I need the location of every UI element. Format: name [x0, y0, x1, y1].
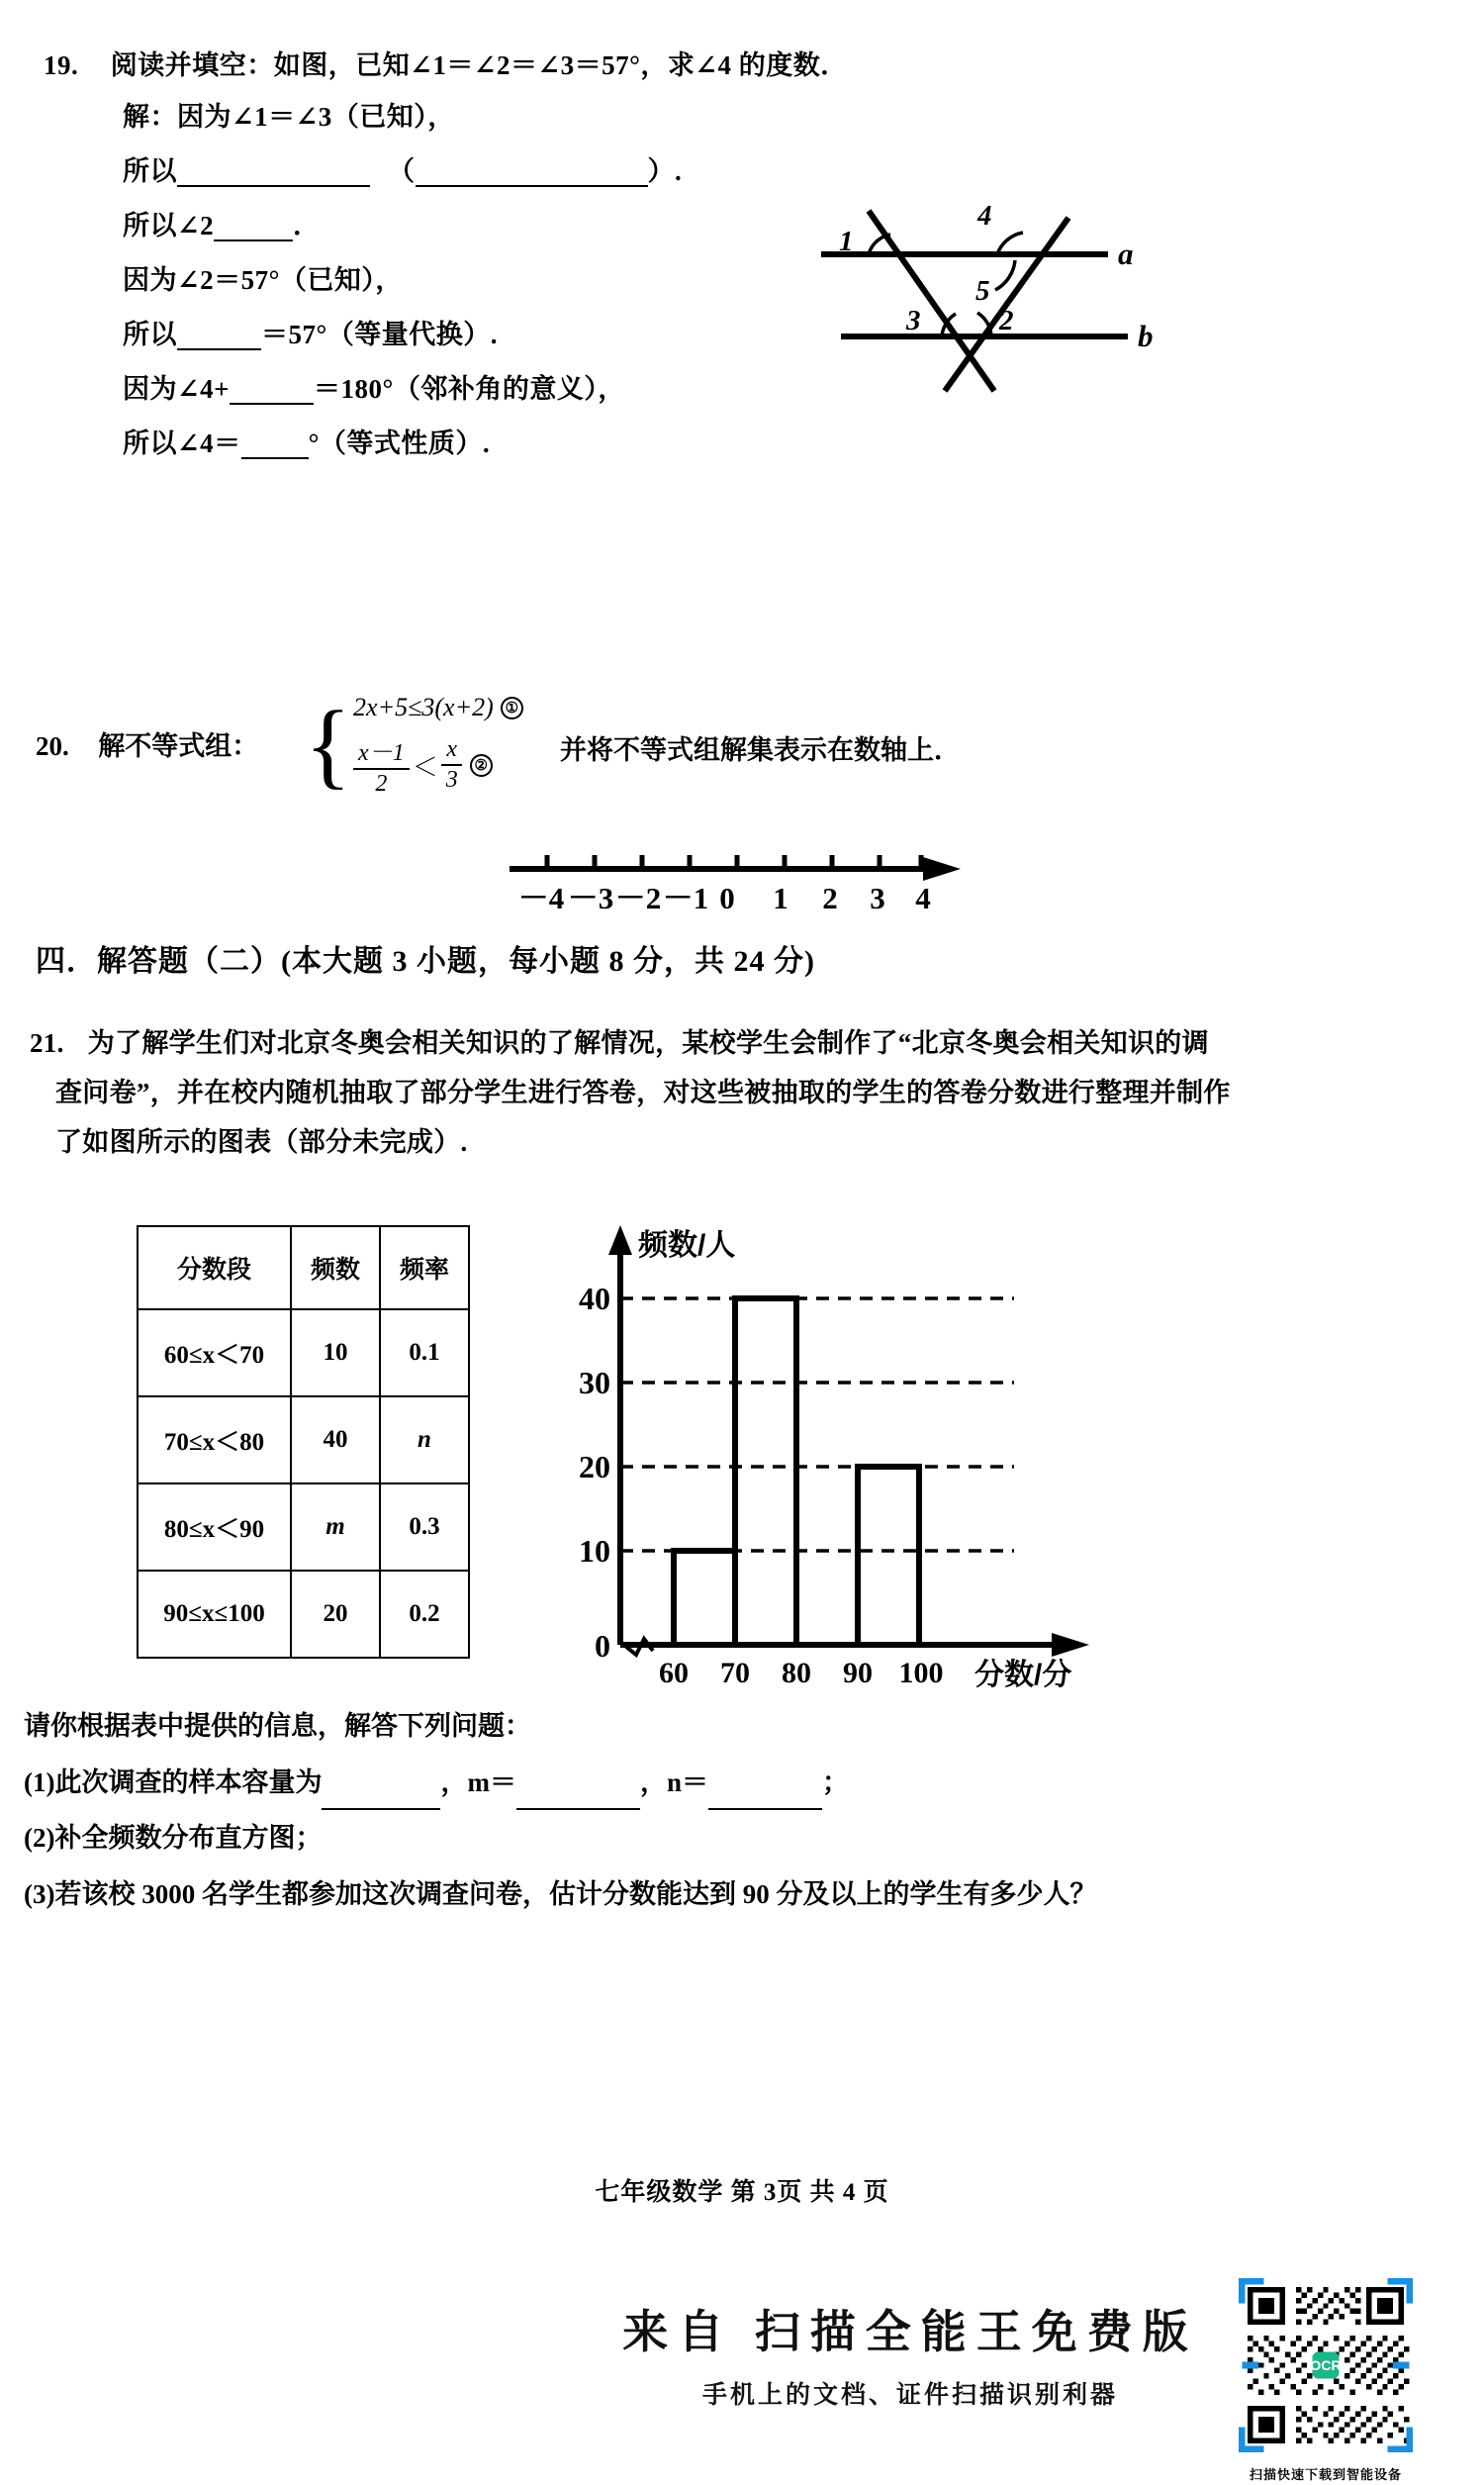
x-tick-label: 90 — [843, 1657, 873, 1689]
qr-code-icon — [1237, 2276, 1415, 2454]
paragraph-text: 为了解学生们对北京冬奥会相关知识的了解情况，某校学生会制作了“北京冬奥会相关知识的调 — [87, 1028, 1209, 1058]
fraction-denominator: 2 — [375, 771, 388, 797]
inequality-system — [305, 693, 523, 798]
question-prompt: 请你根据表中提供的信息，解答下列问题： — [24, 1711, 531, 1741]
table-row — [138, 1483, 469, 1571]
question-text: ，n＝ — [639, 1767, 709, 1797]
line-text: ）. — [647, 156, 683, 186]
frequency-histogram — [559, 1219, 1113, 1691]
answer-blank[interactable] — [241, 430, 309, 458]
cell-range: 80≤x＜90 — [138, 1483, 291, 1571]
number-line-svg — [500, 831, 974, 920]
tick-label: －2 — [614, 881, 662, 915]
tick-label: 4 — [915, 881, 931, 915]
problem-20-label-text: 解不等式组： — [98, 731, 259, 761]
watermark — [594, 2296, 1227, 2411]
answer-blank-n[interactable] — [708, 1782, 822, 1810]
answer-blank[interactable] — [177, 158, 370, 186]
cell-rate: 0.1 — [380, 1309, 469, 1396]
watermark-main-text: 来自 扫描全能王免费版 — [622, 2307, 1198, 2357]
cell-frequency: m — [291, 1483, 380, 1571]
x-tick-label: 80 — [782, 1657, 811, 1689]
section-4-heading: 四．解答题（二）(本大题 3 小题，每小题 8 分，共 24 分) — [36, 945, 815, 978]
question-text: ； — [822, 1767, 850, 1797]
line-text: （ — [388, 156, 416, 186]
y-tick-label: 20 — [579, 1449, 610, 1484]
table-row — [138, 1396, 469, 1483]
cell-range: 60≤x＜70 — [138, 1309, 291, 1396]
angle-label-2: 2 — [999, 305, 1014, 336]
line-text: 解：因为∠1＝∠3（已知）， — [123, 102, 455, 132]
problem-19-line-4 — [123, 266, 403, 296]
line-text: 因为∠2＝57°（已知）， — [123, 265, 403, 295]
line-label-b: b — [1138, 319, 1154, 353]
y-tick-label: 0 — [595, 1628, 610, 1664]
arrow-head — [923, 857, 961, 881]
line-text: ＝180°（邻补角的意义）， — [314, 374, 625, 404]
fraction-left — [353, 732, 410, 798]
inequality-2-mark: ② — [470, 754, 493, 777]
y-tick-label: 40 — [579, 1281, 610, 1316]
angle-label-5: 5 — [975, 275, 990, 307]
angle-label-4: 4 — [977, 200, 992, 232]
qr-code-block — [1232, 2276, 1420, 2483]
problem-20-tail: 并将不等式组解集表示在数轴上． — [560, 735, 961, 765]
question-text: ，m＝ — [440, 1767, 516, 1797]
tick-label: 0 — [719, 881, 735, 915]
line-text: ＝57°（等量代换）. — [261, 320, 499, 349]
problem-21-questions — [24, 1698, 1438, 1923]
qr-caption: 扫描快速下载到智能设备 — [1249, 2467, 1402, 2482]
problem-19-line-2 — [123, 157, 682, 187]
answer-blank-sample-size[interactable] — [322, 1782, 440, 1810]
inequality-row-1 — [353, 693, 523, 722]
fraction-numerator: x－1 — [353, 732, 410, 770]
line-text: 所以∠2 — [123, 211, 215, 240]
problem-19-stem-text: 阅读并填空：如图，已知∠1＝∠2＝∠3＝57°，求∠4 的度数． — [110, 50, 848, 80]
question-2: (2)补全频数分布直方图； — [24, 1823, 323, 1854]
problem-21 — [30, 1019, 1454, 1168]
fraction-right — [441, 736, 463, 794]
cell-frequency: 10 — [291, 1309, 380, 1396]
answer-blank[interactable] — [214, 213, 293, 240]
problem-19-stem — [44, 51, 848, 81]
y-axis-label: 频数/人 — [638, 1229, 736, 1262]
table-header-row — [138, 1226, 469, 1309]
angle-label-1: 1 — [839, 226, 854, 257]
line-text: 所以 — [123, 156, 177, 186]
histogram-svg — [559, 1219, 1113, 1691]
problem-19-line-1 — [123, 103, 455, 133]
line-text: 因为∠4+ — [123, 374, 231, 404]
problem-19-line-6 — [123, 375, 625, 405]
tick-label: －4 — [517, 881, 565, 915]
column-header-rate: 频率 — [380, 1226, 469, 1309]
y-axis-arrow — [608, 1225, 632, 1255]
line-text: ． — [293, 211, 321, 240]
answer-blank-m[interactable] — [516, 1782, 640, 1810]
x-tick-labels — [659, 1657, 944, 1689]
left-brace: { — [305, 691, 352, 799]
tick-label: 3 — [870, 881, 885, 915]
angle-diagram-svg — [821, 193, 1167, 406]
problem-19-figure — [821, 193, 1167, 401]
number-line — [500, 831, 974, 920]
answer-blank[interactable] — [230, 376, 314, 404]
x-tick-label: 100 — [898, 1657, 944, 1689]
answer-blank[interactable] — [416, 158, 648, 186]
page-footer: 七年级数学 第 3页 共 4 页 — [595, 2179, 889, 2206]
column-header-frequency: 频数 — [291, 1226, 380, 1309]
inequality-1-mark: ① — [501, 697, 523, 719]
line-text: 所以∠4＝ — [123, 429, 241, 458]
x-tick-label: 70 — [720, 1657, 750, 1689]
tick-label: －3 — [567, 881, 614, 915]
inequality-1-text: 2x+5≤3(x+2) — [353, 693, 494, 721]
line-text: 所以 — [123, 320, 177, 349]
line-label-a: a — [1118, 237, 1134, 271]
bar-60-70 — [674, 1551, 735, 1645]
number-line-ticks — [518, 881, 931, 915]
fraction-denominator: 3 — [445, 767, 458, 793]
y-tick-label: 10 — [579, 1533, 610, 1569]
column-header-score-range: 分数段 — [138, 1226, 291, 1309]
cell-frequency: 20 — [291, 1571, 380, 1658]
arc-angle-4 — [997, 233, 1023, 254]
line-text: °（等式性质）. — [308, 429, 491, 458]
watermark-sub-text: 手机上的文档、证件扫描识别利器 — [701, 2382, 1118, 2409]
arc-angle-5 — [995, 260, 1015, 290]
problem-19-number: 19. — [44, 50, 79, 80]
problem-21-paragraph-line-3: 了如图所示的图表（部分未完成）. — [55, 1126, 468, 1157]
tick-label: －1 — [662, 881, 709, 915]
fraction-numerator: x — [441, 736, 462, 766]
angle-label-3: 3 — [906, 305, 921, 336]
x-tick-label: 60 — [659, 1657, 689, 1689]
tick-label: 2 — [822, 881, 838, 915]
problem-19-line-5 — [123, 321, 498, 350]
answer-blank[interactable] — [177, 322, 261, 349]
problem-20-number: 20. — [36, 731, 69, 761]
frequency-table — [137, 1225, 470, 1659]
x-axis-arrow — [1052, 1633, 1089, 1657]
problem-21-paragraph-line-2: 查问卷”，并在校内随机抽取了部分学生进行答卷，对这些被抽取的学生的答卷分数进行整理并制作 — [55, 1077, 1231, 1107]
question-1 — [24, 1755, 1438, 1811]
gridlines — [620, 1298, 1014, 1551]
table-row — [138, 1571, 469, 1658]
problem-19-line-3 — [123, 212, 321, 241]
bar-70-80 — [735, 1298, 796, 1645]
problem-19-line-7 — [123, 430, 490, 459]
problem-21-number: 21. — [30, 1028, 64, 1058]
cell-frequency: 40 — [291, 1396, 380, 1483]
problem-21-paragraph-line-1 — [30, 1019, 1454, 1069]
cell-rate: n — [380, 1396, 469, 1483]
cell-rate: 0.3 — [380, 1483, 469, 1571]
qr-badge-label: OCR — [1310, 2357, 1342, 2374]
y-tick-labels — [579, 1281, 610, 1664]
problem-20-label — [36, 724, 258, 763]
cell-rate: 0.2 — [380, 1571, 469, 1658]
inequality-row-2 — [353, 732, 523, 798]
tick-label: 1 — [773, 881, 788, 915]
bar-90-100 — [858, 1467, 919, 1645]
table-row — [138, 1309, 469, 1396]
cell-range: 70≤x＜80 — [138, 1396, 291, 1483]
relation-operator: ＜ — [412, 752, 438, 782]
y-tick-label: 30 — [579, 1365, 610, 1400]
x-axis-label: 分数/分 — [974, 1659, 1072, 1691]
question-3: (3)若该校 3000 名学生都参加这次调查问卷，估计分数能达到 90 分及以上的学生有多少人？ — [24, 1879, 1097, 1910]
cell-range: 90≤x≤100 — [138, 1571, 291, 1658]
question-text: (1)此次调查的样本容量为 — [24, 1767, 323, 1797]
